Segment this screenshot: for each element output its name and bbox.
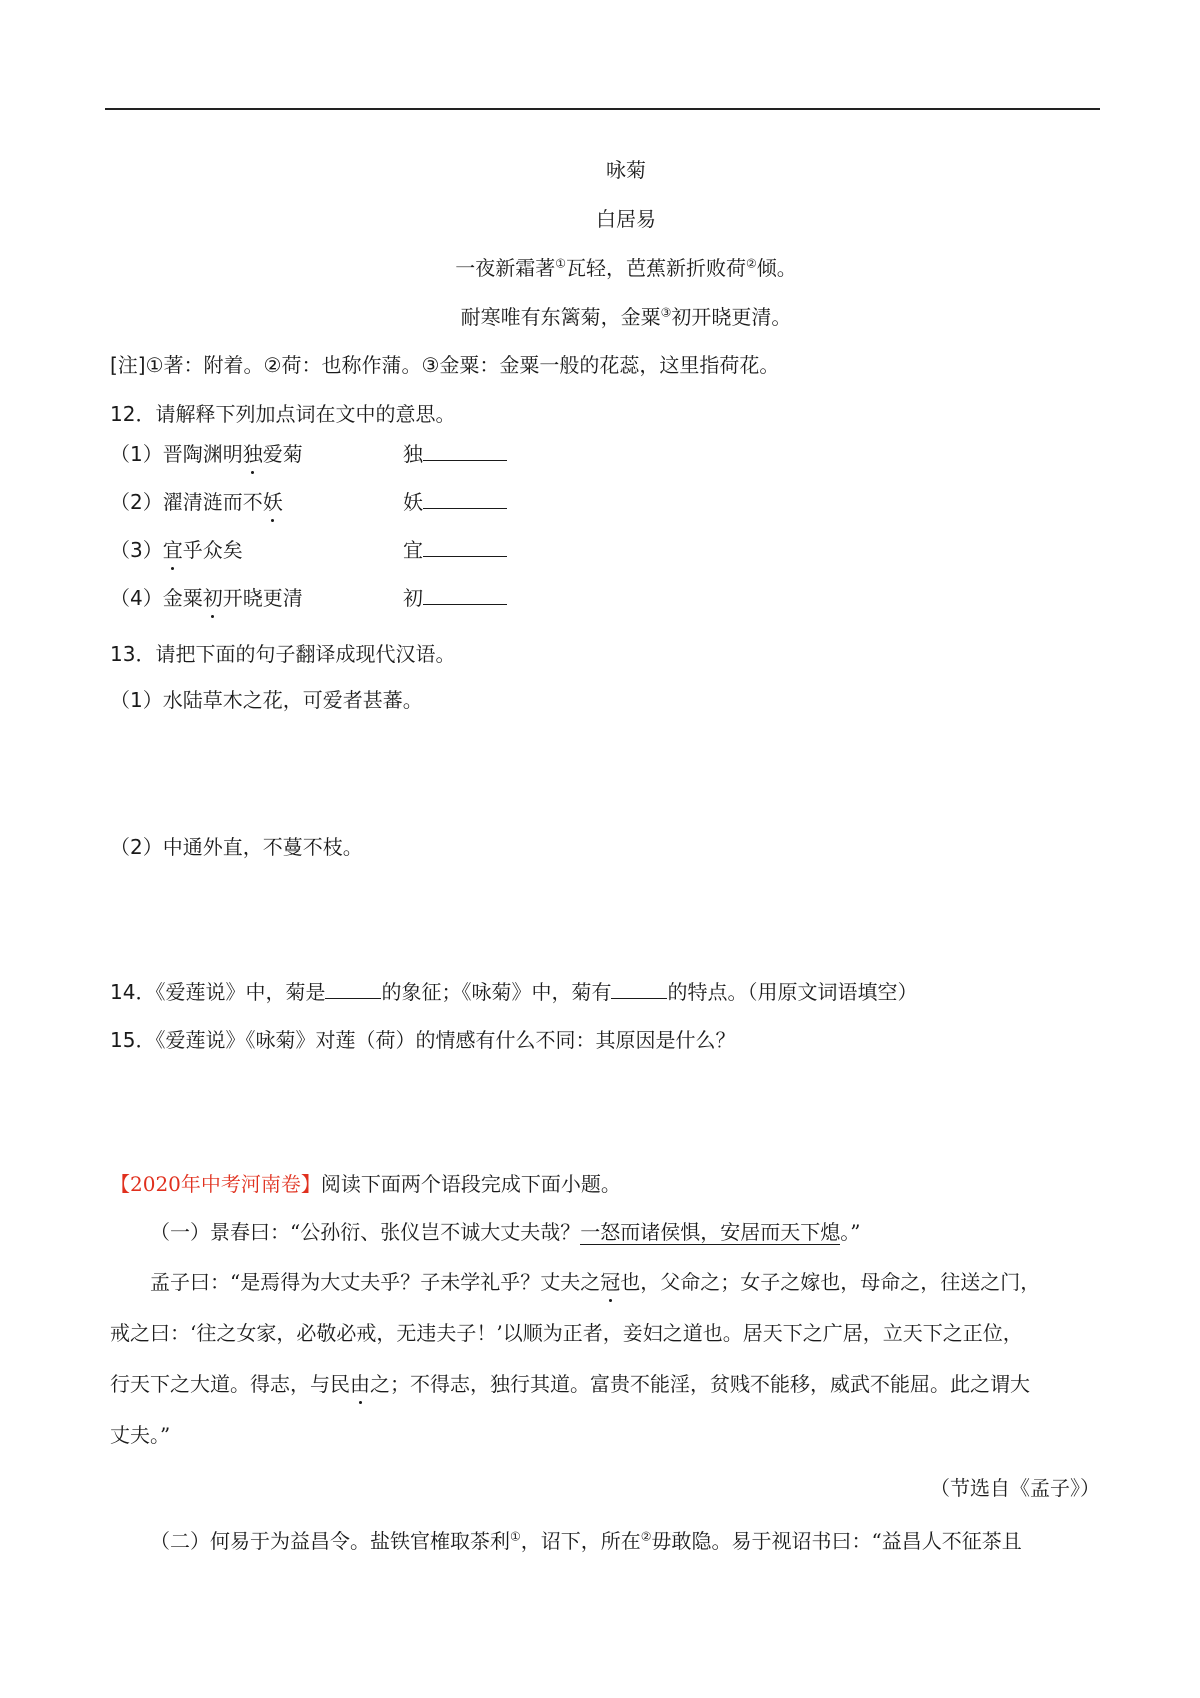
q14-part-c: 的特点。（用原文词语填空） <box>667 980 918 1004</box>
passage-2-line-1-a: 孟子曰：“是焉得为大丈夫乎？子未学礼乎？丈夫之 <box>150 1270 601 1294</box>
q14-blank-1[interactable] <box>325 978 381 999</box>
q12-item-1 <box>110 440 303 468</box>
q12-item-2 <box>110 488 283 516</box>
poem-line-2-b: 初开晓更清。 <box>671 305 792 329</box>
passage-2-line-3-a: 行天下之大道。得志，与民 <box>110 1372 350 1396</box>
q14 <box>110 978 917 1006</box>
poem-line-1 <box>0 254 1200 282</box>
q12-item-1-post: 爱菊 <box>262 442 303 466</box>
poem-note: [注]①著：附着。②荷：也称作蒲。③金粟：金粟一般的花蕊，这里指荷花。 <box>110 353 780 377</box>
passage-note-mark-2: ② <box>640 1529 652 1544</box>
q12-answer-3-key: 宜 <box>403 538 423 562</box>
q14-blank-2[interactable] <box>611 978 667 999</box>
passage-2-line-2: 戒之曰：‘往之女家，必敬必戒，无违夫子！’以顺为正者，妾妇之道也。居天下之广居，立天下之正位， <box>110 1321 1023 1345</box>
q12-item-1-dotted: 独 <box>242 442 263 466</box>
note-mark-3: ③ <box>660 305 672 320</box>
poem-line-1-b: 瓦轻，芭蕉新折败荷 <box>566 256 746 280</box>
q12-item-3-dotted: 宜 <box>162 538 183 562</box>
q12-item-3 <box>110 536 243 564</box>
q15-stem: 15．《爱莲说》《咏菊》对莲（荷）的情感有什么不同：其原因是什么？ <box>110 1028 736 1052</box>
q14-part-a: 14．《爱莲说》中，菊是 <box>110 980 326 1004</box>
q12-item-2-num: （2） <box>110 490 163 514</box>
passage-source: （节选自《孟子》） <box>930 1476 1100 1500</box>
q12-item-4-dotted: 初 <box>202 586 223 610</box>
q12-item-1-num: （1） <box>110 442 163 466</box>
passage-1-line <box>150 1218 860 1246</box>
q13-sentence-2: （2）中通外直，不蔓不枝。 <box>110 835 363 859</box>
passage-2-line-1 <box>150 1268 1040 1296</box>
q12-item-3-post: 乎众矣 <box>182 538 243 562</box>
poem-title: 咏菊 <box>606 158 646 182</box>
answer-blank[interactable] <box>423 536 507 557</box>
passage-2-line-4: 丈夫。” <box>110 1423 171 1447</box>
passage-note-mark-1: ① <box>510 1529 521 1544</box>
answer-blank[interactable] <box>423 440 507 461</box>
poem-line-1-c: 倾。 <box>756 256 797 280</box>
poem-author: 白居易 <box>596 207 656 231</box>
passage-2-line-3-b: 之；不得志，独行其道。富贵不能淫，贫贱不能移，威武不能屈。此之谓大 <box>370 1372 1030 1396</box>
poem-line-2 <box>0 303 1200 331</box>
q12-item-2-pre: 濯清涟而不 <box>162 490 263 514</box>
section-header <box>110 1170 621 1198</box>
q12-answer-2-key: 妖 <box>403 490 423 514</box>
passage-1-b: 。” <box>840 1220 861 1244</box>
q12-item-4-pre: 金粟 <box>162 586 203 610</box>
q12-answer-2 <box>403 488 507 516</box>
answer-blank[interactable] <box>423 584 507 605</box>
passage-3-a: （二）何易于为益昌令。盐铁官榷取茶利 <box>150 1529 510 1553</box>
q12-item-3-num: （3） <box>110 538 163 562</box>
q13-stem: 13．请把下面的句子翻译成现代汉语。 <box>110 642 456 666</box>
poem-line-2-a: 耐寒唯有东篱菊，金粟 <box>460 305 661 329</box>
underlined-sentence: 一怒而诸侯惧，安居而天下熄 <box>580 1220 841 1244</box>
q12-answer-4 <box>403 584 507 612</box>
q12-item-1-pre: 晋陶渊明 <box>162 442 243 466</box>
q12-answer-1 <box>403 440 507 468</box>
note-mark-1: ① <box>555 256 566 271</box>
header-rule <box>105 108 1100 110</box>
passage-2-dotted-1: 冠 <box>600 1270 621 1294</box>
q14-part-b: 的象征；《咏菊》中，菊有 <box>381 980 612 1004</box>
q13-sentence-1: （1）水陆草木之花，可爱者甚蕃。 <box>110 688 423 712</box>
passage-2-dotted-2: 由 <box>350 1372 370 1396</box>
q12-answer-4-key: 初 <box>403 586 423 610</box>
passage-3-b: ，诏下，所在 <box>520 1529 641 1553</box>
note-mark-2: ② <box>746 256 757 271</box>
q12-answer-1-key: 独 <box>403 442 423 466</box>
passage-1-a: （一）景春曰：“公孙衍、张仪岂不诚大丈夫哉？ <box>150 1220 581 1244</box>
q12-item-2-dotted: 妖 <box>262 490 283 514</box>
passage-2-line-1-b: 也，父命之；女子之嫁也，母命之，往送之门， <box>620 1270 1041 1294</box>
q12-item-4-post: 开晓更清 <box>222 586 303 610</box>
q12-answer-3 <box>403 536 507 564</box>
q12-stem: 12．请解释下列加点词在文中的意思。 <box>110 402 456 426</box>
passage-3-c: 毋敢隐。易于视诏书曰：“益昌人不征茶且 <box>651 1529 1022 1553</box>
exam-source-tag: 【2020年中考河南卷】 <box>110 1172 321 1196</box>
passage-2-line-3 <box>110 1370 1030 1398</box>
q12-item-4-num: （4） <box>110 586 163 610</box>
section-intro: 阅读下面两个语段完成下面小题。 <box>320 1172 621 1196</box>
answer-blank[interactable] <box>423 488 507 509</box>
q12-item-4 <box>110 584 303 612</box>
poem-line-1-a: 一夜新霜著 <box>455 256 556 280</box>
passage-3-line <box>150 1527 1022 1555</box>
